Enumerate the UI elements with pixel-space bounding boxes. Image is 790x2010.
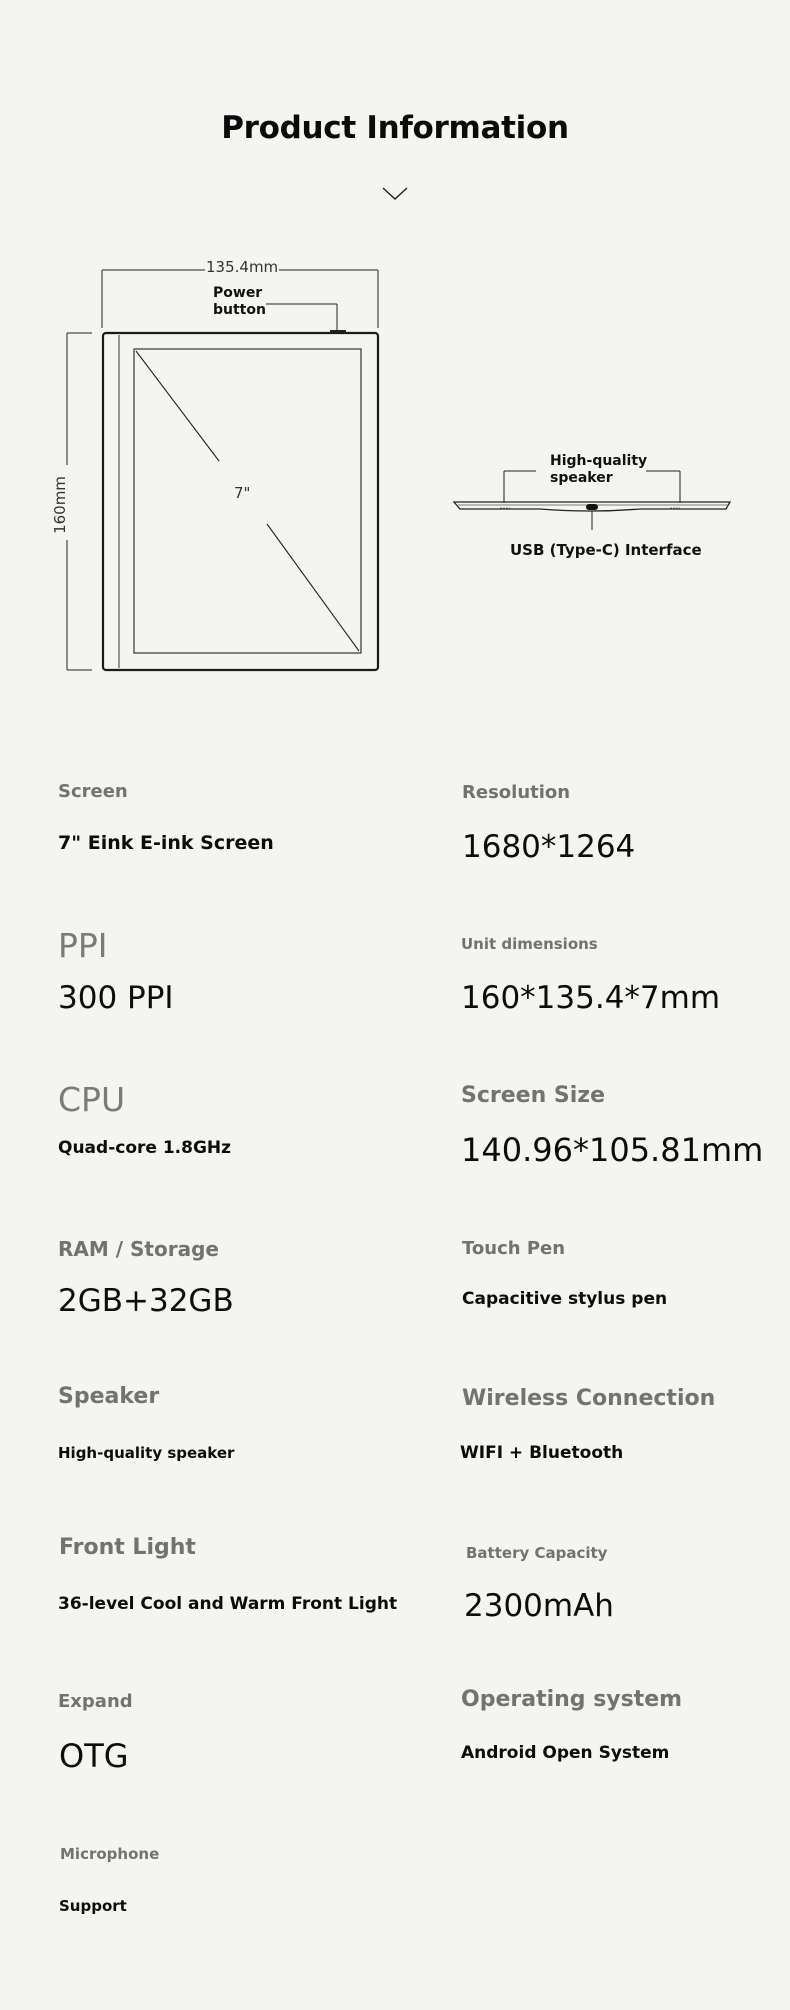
spec-value-touch-pen: Capacitive stylus pen [462,1289,668,1309]
speaker-label: High-quality speaker [550,453,648,486]
height-dimension-label: 160mm [50,476,69,534]
screen-diagonal-label: 7" [234,484,251,502]
spec-value-ppi: 300 PPI [58,980,174,1016]
spec-value-resolution: 1680*1264 [462,829,636,865]
spec-value-front-light: 36-level Cool and Warm Front Light [58,1594,398,1614]
spec-label-touch-pen: Touch Pen [462,1238,566,1259]
spec-value-unit-dimensions: 160*135.4*7mm [461,980,721,1016]
spec-label-speaker: Speaker [58,1384,160,1409]
spec-label-ram-storage: RAM / Storage [58,1237,219,1261]
device-front-diagram [0,250,420,690]
spec-label-ppi: PPI [58,926,108,965]
spec-label-expand: Expand [58,1691,133,1712]
spec-value-cpu: Quad-core 1.8GHz [58,1138,232,1158]
spec-label-front-light: Front Light [59,1535,196,1560]
spec-value-microphone: Support [59,1897,127,1915]
spec-value-screen-size: 140.96*105.81mm [461,1131,764,1169]
spec-value-battery: 2300mAh [464,1588,614,1624]
spec-label-microphone: Microphone [60,1845,160,1863]
spec-label-battery: Battery Capacity [466,1544,608,1562]
spec-label-wireless: Wireless Connection [462,1386,716,1411]
spec-value-wireless: WIFI + Bluetooth [460,1443,624,1463]
spec-label-operating-system: Operating system [461,1687,683,1712]
power-button-label: Power button [213,285,266,318]
spec-value-speaker: High-quality speaker [58,1444,235,1462]
chevron-down-icon [381,186,409,202]
spec-value-ram-storage: 2GB+32GB [58,1283,234,1319]
spec-label-cpu: CPU [58,1080,126,1119]
spec-label-unit-dimensions: Unit dimensions [461,935,598,953]
usb-interface-label: USB (Type-C) Interface [510,541,702,559]
spec-value-screen: 7" Eink E-ink Screen [58,832,274,854]
page-title: Product Information [221,110,569,146]
spec-label-resolution: Resolution [462,782,571,803]
spec-label-screen-size: Screen Size [461,1083,606,1108]
spec-value-expand: OTG [59,1737,129,1775]
spec-label-screen: Screen [58,781,128,802]
spec-value-operating-system: Android Open System [461,1743,670,1763]
width-dimension-label: 135.4mm [206,258,279,276]
